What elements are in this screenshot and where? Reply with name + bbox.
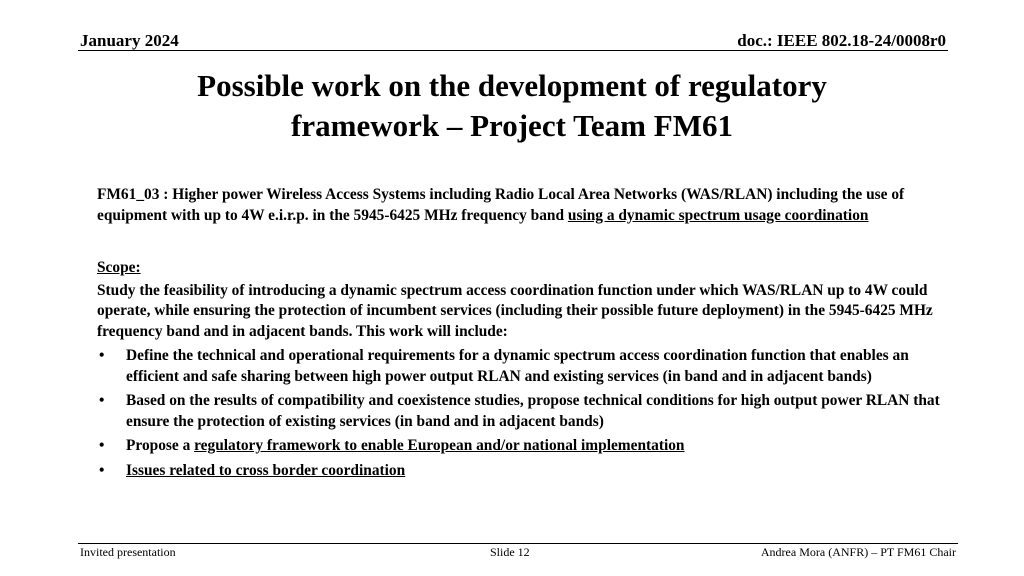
bullet-icon: • (99, 347, 105, 364)
work-item-text: FM61_03 : Higher power Wireless Access Systems including Radio Local Area Networks (WAS/RLAN) including the use of equipment with up to 4W e.i.r.p. in the 5945-6425 MHz frequency band (97, 186, 905, 224)
bullet-icon: • (99, 392, 105, 409)
scope-bullet-list (97, 346, 959, 481)
scope-bullet-item (97, 461, 959, 482)
slide-title-line-2: framework – Project Team FM61 (291, 108, 733, 143)
footer-author: Andrea Mora (ANFR) – PT FM61 Chair (760, 545, 956, 559)
footer-slide-number: Slide 12 (490, 545, 530, 559)
scope-bullet-prefix: Propose a (126, 437, 195, 454)
scope-heading: Scope: (97, 259, 141, 276)
scope-bullet-underlined: regulatory framework to enable European and/or national implementation (194, 437, 685, 454)
scope-bullet-item (97, 346, 959, 387)
bullet-icon: • (99, 461, 105, 479)
footer-divider (78, 543, 958, 544)
header-divider (78, 50, 948, 51)
scope-bullet-item (97, 391, 959, 432)
work-item-paragraph (97, 185, 959, 226)
slide-body (97, 185, 959, 481)
scope-bullet-underlined: Issues related to cross border coordination (126, 461, 406, 479)
slide-title (100, 66, 924, 146)
scope-bullet-text: Based on the results of compatibility and coexistence studies, propose technical conditions for high output power RLAN that ensure the protection of existing services (in band and in adjacent bands) (126, 392, 940, 430)
scope-bullet-text: Define the technical and operational requirements for a dynamic spectrum access coordination function that enables an efficient and safe sharing between high power output RLAN and existing services (in band and in adjacent bands) (126, 347, 909, 385)
footer-left-text: Invited presentation (80, 545, 176, 559)
work-item-underlined: using a dynamic spectrum usage coordination (567, 206, 869, 224)
scope-intro: Study the feasibility of introducing a dynamic spectrum access coordination function under which WAS/RLAN up to 4W could operate, while ensuring the protection of incumbent services (including their possible future deployment) in the 5945-6425 MHz frequency band and in adjacent bands. This work will include: (97, 281, 933, 340)
slide-title-line-1: Possible work on the development of regulatory (197, 68, 827, 103)
scope-bullet-item (97, 436, 959, 457)
header-date: January 2024 (80, 31, 179, 50)
bullet-icon: • (99, 437, 105, 454)
header-doc-id: doc.: IEEE 802.18-24/0008r0 (737, 31, 946, 50)
